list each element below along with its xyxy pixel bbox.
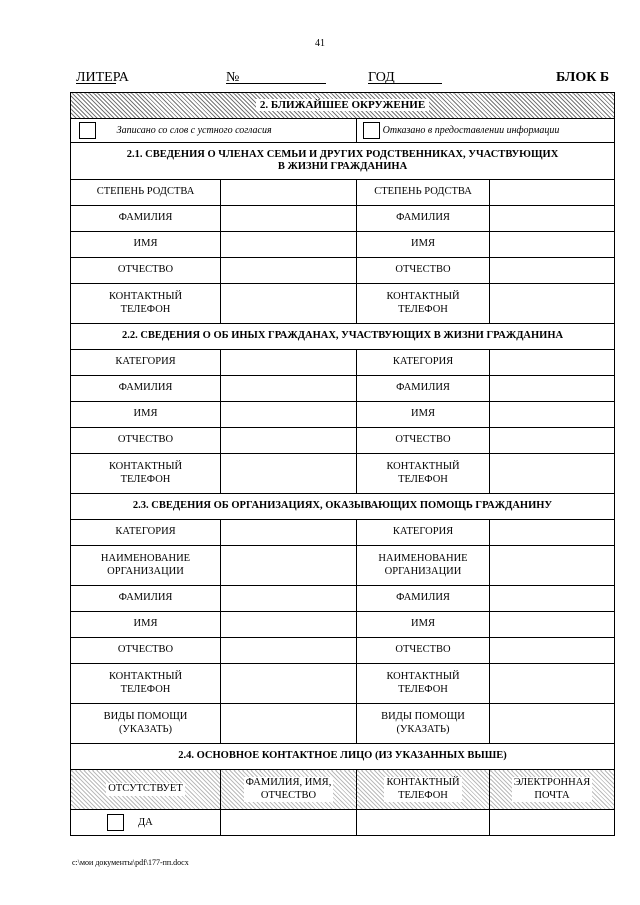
s1-row-0-value-left[interactable] bbox=[221, 180, 357, 206]
s4-column-label-2: КОНТАКТНЫЙ ТЕЛЕФОН bbox=[386, 777, 460, 801]
s2-row-1-label-right: ФАМИЛИЯ bbox=[357, 376, 490, 402]
s1-row-4-label-left: КОНТАКТНЫЙ ТЕЛЕФОН bbox=[71, 284, 221, 324]
s3-row-6-label-left: ВИДЫ ПОМОЩИ (УКАЗАТЬ) bbox=[71, 704, 221, 744]
s2-row-2-label-right: ИМЯ bbox=[357, 402, 490, 428]
s2-row-4-value-left[interactable] bbox=[221, 454, 357, 494]
s3-row-6-value-left[interactable] bbox=[221, 704, 357, 744]
s2-row-2-value-right[interactable] bbox=[490, 402, 615, 428]
consent-recorded-option[interactable] bbox=[71, 119, 357, 143]
s3-row-1-label-right: НАИМЕНОВАНИЕ ОРГАНИЗАЦИИ bbox=[357, 546, 490, 586]
s1-row-4-value-left[interactable] bbox=[221, 284, 357, 324]
s4-value-3[interactable] bbox=[490, 810, 615, 836]
s4-column-label-0: ОТСУТСТВУЕТ bbox=[108, 783, 183, 795]
s3-row-2-value-left[interactable] bbox=[221, 586, 357, 612]
s1-row-3-value-right[interactable] bbox=[490, 258, 615, 284]
s3-row-1-value-left[interactable] bbox=[221, 546, 357, 586]
s4-value-2[interactable] bbox=[357, 810, 490, 836]
s3-row-4-label-right: ОТЧЕСТВО bbox=[357, 638, 490, 664]
section-title: 2. БЛИЖАЙШЕЕ ОКРУЖЕНИЕ bbox=[256, 99, 429, 111]
s2-row-3-value-left[interactable] bbox=[221, 428, 357, 454]
s2-row-0-label-right: КАТЕГОРИЯ bbox=[357, 350, 490, 376]
s1-row-0-label-right: СТЕПЕНЬ РОДСТВА bbox=[357, 180, 490, 206]
s1-row-3-label-right: ОТЧЕСТВО bbox=[357, 258, 490, 284]
s3-row-3-label-left: ИМЯ bbox=[71, 612, 221, 638]
file-path: c:\мои документы\pdf\177-пп.docx bbox=[72, 858, 189, 867]
section-2-1-heading: 2.1. СВЕДЕНИЯ О ЧЛЕНАХ СЕМЬИ И ДРУГИХ РОДСТВЕННИКАХ, УЧАСТВУЮЩИХ В ЖИЗНИ ГРАЖДАНИНА bbox=[71, 143, 615, 180]
s4-value-1[interactable] bbox=[221, 810, 357, 836]
s1-row-0-label-left: СТЕПЕНЬ РОДСТВА bbox=[71, 180, 221, 206]
s4-column-header-0 bbox=[71, 770, 221, 810]
s2-row-2-label-left: ИМЯ bbox=[71, 402, 221, 428]
s2-row-4-label-right: КОНТАКТНЫЙ ТЕЛЕФОН bbox=[357, 454, 490, 494]
s2-row-0-value-left[interactable] bbox=[221, 350, 357, 376]
s1-row-3-value-left[interactable] bbox=[221, 258, 357, 284]
s3-row-6-value-right[interactable] bbox=[490, 704, 615, 744]
s3-row-6-label-right: ВИДЫ ПОМОЩИ (УКАЗАТЬ) bbox=[357, 704, 490, 744]
s1-row-1-value-right[interactable] bbox=[490, 206, 615, 232]
litera-label: ЛИТЕРА bbox=[76, 70, 129, 85]
s3-row-2-value-right[interactable] bbox=[490, 586, 615, 612]
s3-row-4-value-left[interactable] bbox=[221, 638, 357, 664]
s1-row-3-label-left: ОТЧЕСТВО bbox=[71, 258, 221, 284]
s3-row-1-value-right[interactable] bbox=[490, 546, 615, 586]
s4-column-label-1: ФАМИЛИЯ, ИМЯ, ОТЧЕСТВО bbox=[245, 777, 332, 801]
environment-form bbox=[70, 92, 615, 836]
s4-column-label-3: ЭЛЕКТРОННАЯ ПОЧТА bbox=[513, 777, 591, 801]
s3-row-3-value-left[interactable] bbox=[221, 612, 357, 638]
section-title-bar bbox=[71, 93, 615, 119]
s2-row-1-value-left[interactable] bbox=[221, 376, 357, 402]
s3-row-3-value-right[interactable] bbox=[490, 612, 615, 638]
s1-row-2-value-left[interactable] bbox=[221, 232, 357, 258]
s3-row-0-label-left: КАТЕГОРИЯ bbox=[71, 520, 221, 546]
s3-row-1-label-left: НАИМЕНОВАНИЕ ОРГАНИЗАЦИИ bbox=[71, 546, 221, 586]
s2-row-4-value-right[interactable] bbox=[490, 454, 615, 494]
s2-row-0-label-left: КАТЕГОРИЯ bbox=[71, 350, 221, 376]
s2-row-3-label-right: ОТЧЕСТВО bbox=[357, 428, 490, 454]
s3-row-0-value-left[interactable] bbox=[221, 520, 357, 546]
s3-row-5-value-left[interactable] bbox=[221, 664, 357, 704]
s4-column-header-1 bbox=[221, 770, 357, 810]
section-s4-heading: 2.4. ОСНОВНОЕ КОНТАКТНОЕ ЛИЦО (ИЗ УКАЗАННЫХ ВЫШЕ) bbox=[71, 744, 615, 770]
s1-row-4-value-right[interactable] bbox=[490, 284, 615, 324]
consent-refused-option[interactable] bbox=[357, 119, 615, 143]
consent-recorded-checkbox[interactable] bbox=[79, 122, 96, 139]
s4-yes-label: ДА bbox=[138, 816, 153, 828]
section-s3-heading: 2.3. СВЕДЕНИЯ ОБ ОРГАНИЗАЦИЯХ, ОКАЗЫВАЮЩИХ ПОМОЩЬ ГРАЖДАНИНУ bbox=[71, 494, 615, 520]
s1-row-1-label-right: ФАМИЛИЯ bbox=[357, 206, 490, 232]
number-label: № bbox=[226, 70, 240, 85]
s3-row-0-value-right[interactable] bbox=[490, 520, 615, 546]
s1-row-2-label-left: ИМЯ bbox=[71, 232, 221, 258]
s4-column-header-3 bbox=[490, 770, 615, 810]
s4-yes-checkbox[interactable] bbox=[107, 814, 124, 831]
s4-yes-option[interactable] bbox=[71, 810, 221, 836]
s3-row-5-label-left: КОНТАКТНЫЙ ТЕЛЕФОН bbox=[71, 664, 221, 704]
s1-row-1-label-left: ФАМИЛИЯ bbox=[71, 206, 221, 232]
block-label: БЛОК Б bbox=[556, 70, 610, 85]
page-number: 41 bbox=[315, 38, 325, 49]
s2-row-1-label-left: ФАМИЛИЯ bbox=[71, 376, 221, 402]
s2-row-3-value-right[interactable] bbox=[490, 428, 615, 454]
s1-row-1-value-left[interactable] bbox=[221, 206, 357, 232]
s2-row-3-label-left: ОТЧЕСТВО bbox=[71, 428, 221, 454]
s3-row-5-label-right: КОНТАКТНЫЙ ТЕЛЕФОН bbox=[357, 664, 490, 704]
consent-recorded-label: Записано со слов с устного согласия bbox=[116, 124, 272, 136]
s2-row-2-value-left[interactable] bbox=[221, 402, 357, 428]
s3-row-2-label-right: ФАМИЛИЯ bbox=[357, 586, 490, 612]
s2-row-1-value-right[interactable] bbox=[490, 376, 615, 402]
s1-row-4-label-right: КОНТАКТНЫЙ ТЕЛЕФОН bbox=[357, 284, 490, 324]
section-s2-heading: 2.2. СВЕДЕНИЯ О ОБ ИНЫХ ГРАЖДАНАХ, УЧАСТВУЮЩИХ В ЖИЗНИ ГРАЖДАНИНА bbox=[71, 324, 615, 350]
consent-refused-label: Отказано в предоставлении информации bbox=[382, 124, 560, 136]
s3-row-5-value-right[interactable] bbox=[490, 664, 615, 704]
s2-row-0-value-right[interactable] bbox=[490, 350, 615, 376]
s3-row-4-value-right[interactable] bbox=[490, 638, 615, 664]
s3-row-0-label-right: КАТЕГОРИЯ bbox=[357, 520, 490, 546]
s1-row-2-value-right[interactable] bbox=[490, 232, 615, 258]
year-label: ГОД bbox=[368, 70, 395, 85]
s3-row-3-label-right: ИМЯ bbox=[357, 612, 490, 638]
s1-row-2-label-right: ИМЯ bbox=[357, 232, 490, 258]
s4-column-header-2 bbox=[357, 770, 490, 810]
s3-row-2-label-left: ФАМИЛИЯ bbox=[71, 586, 221, 612]
consent-refused-checkbox[interactable] bbox=[363, 122, 380, 139]
form-header bbox=[76, 70, 614, 88]
s2-row-4-label-left: КОНТАКТНЫЙ ТЕЛЕФОН bbox=[71, 454, 221, 494]
s1-row-0-value-right[interactable] bbox=[490, 180, 615, 206]
s3-row-4-label-left: ОТЧЕСТВО bbox=[71, 638, 221, 664]
